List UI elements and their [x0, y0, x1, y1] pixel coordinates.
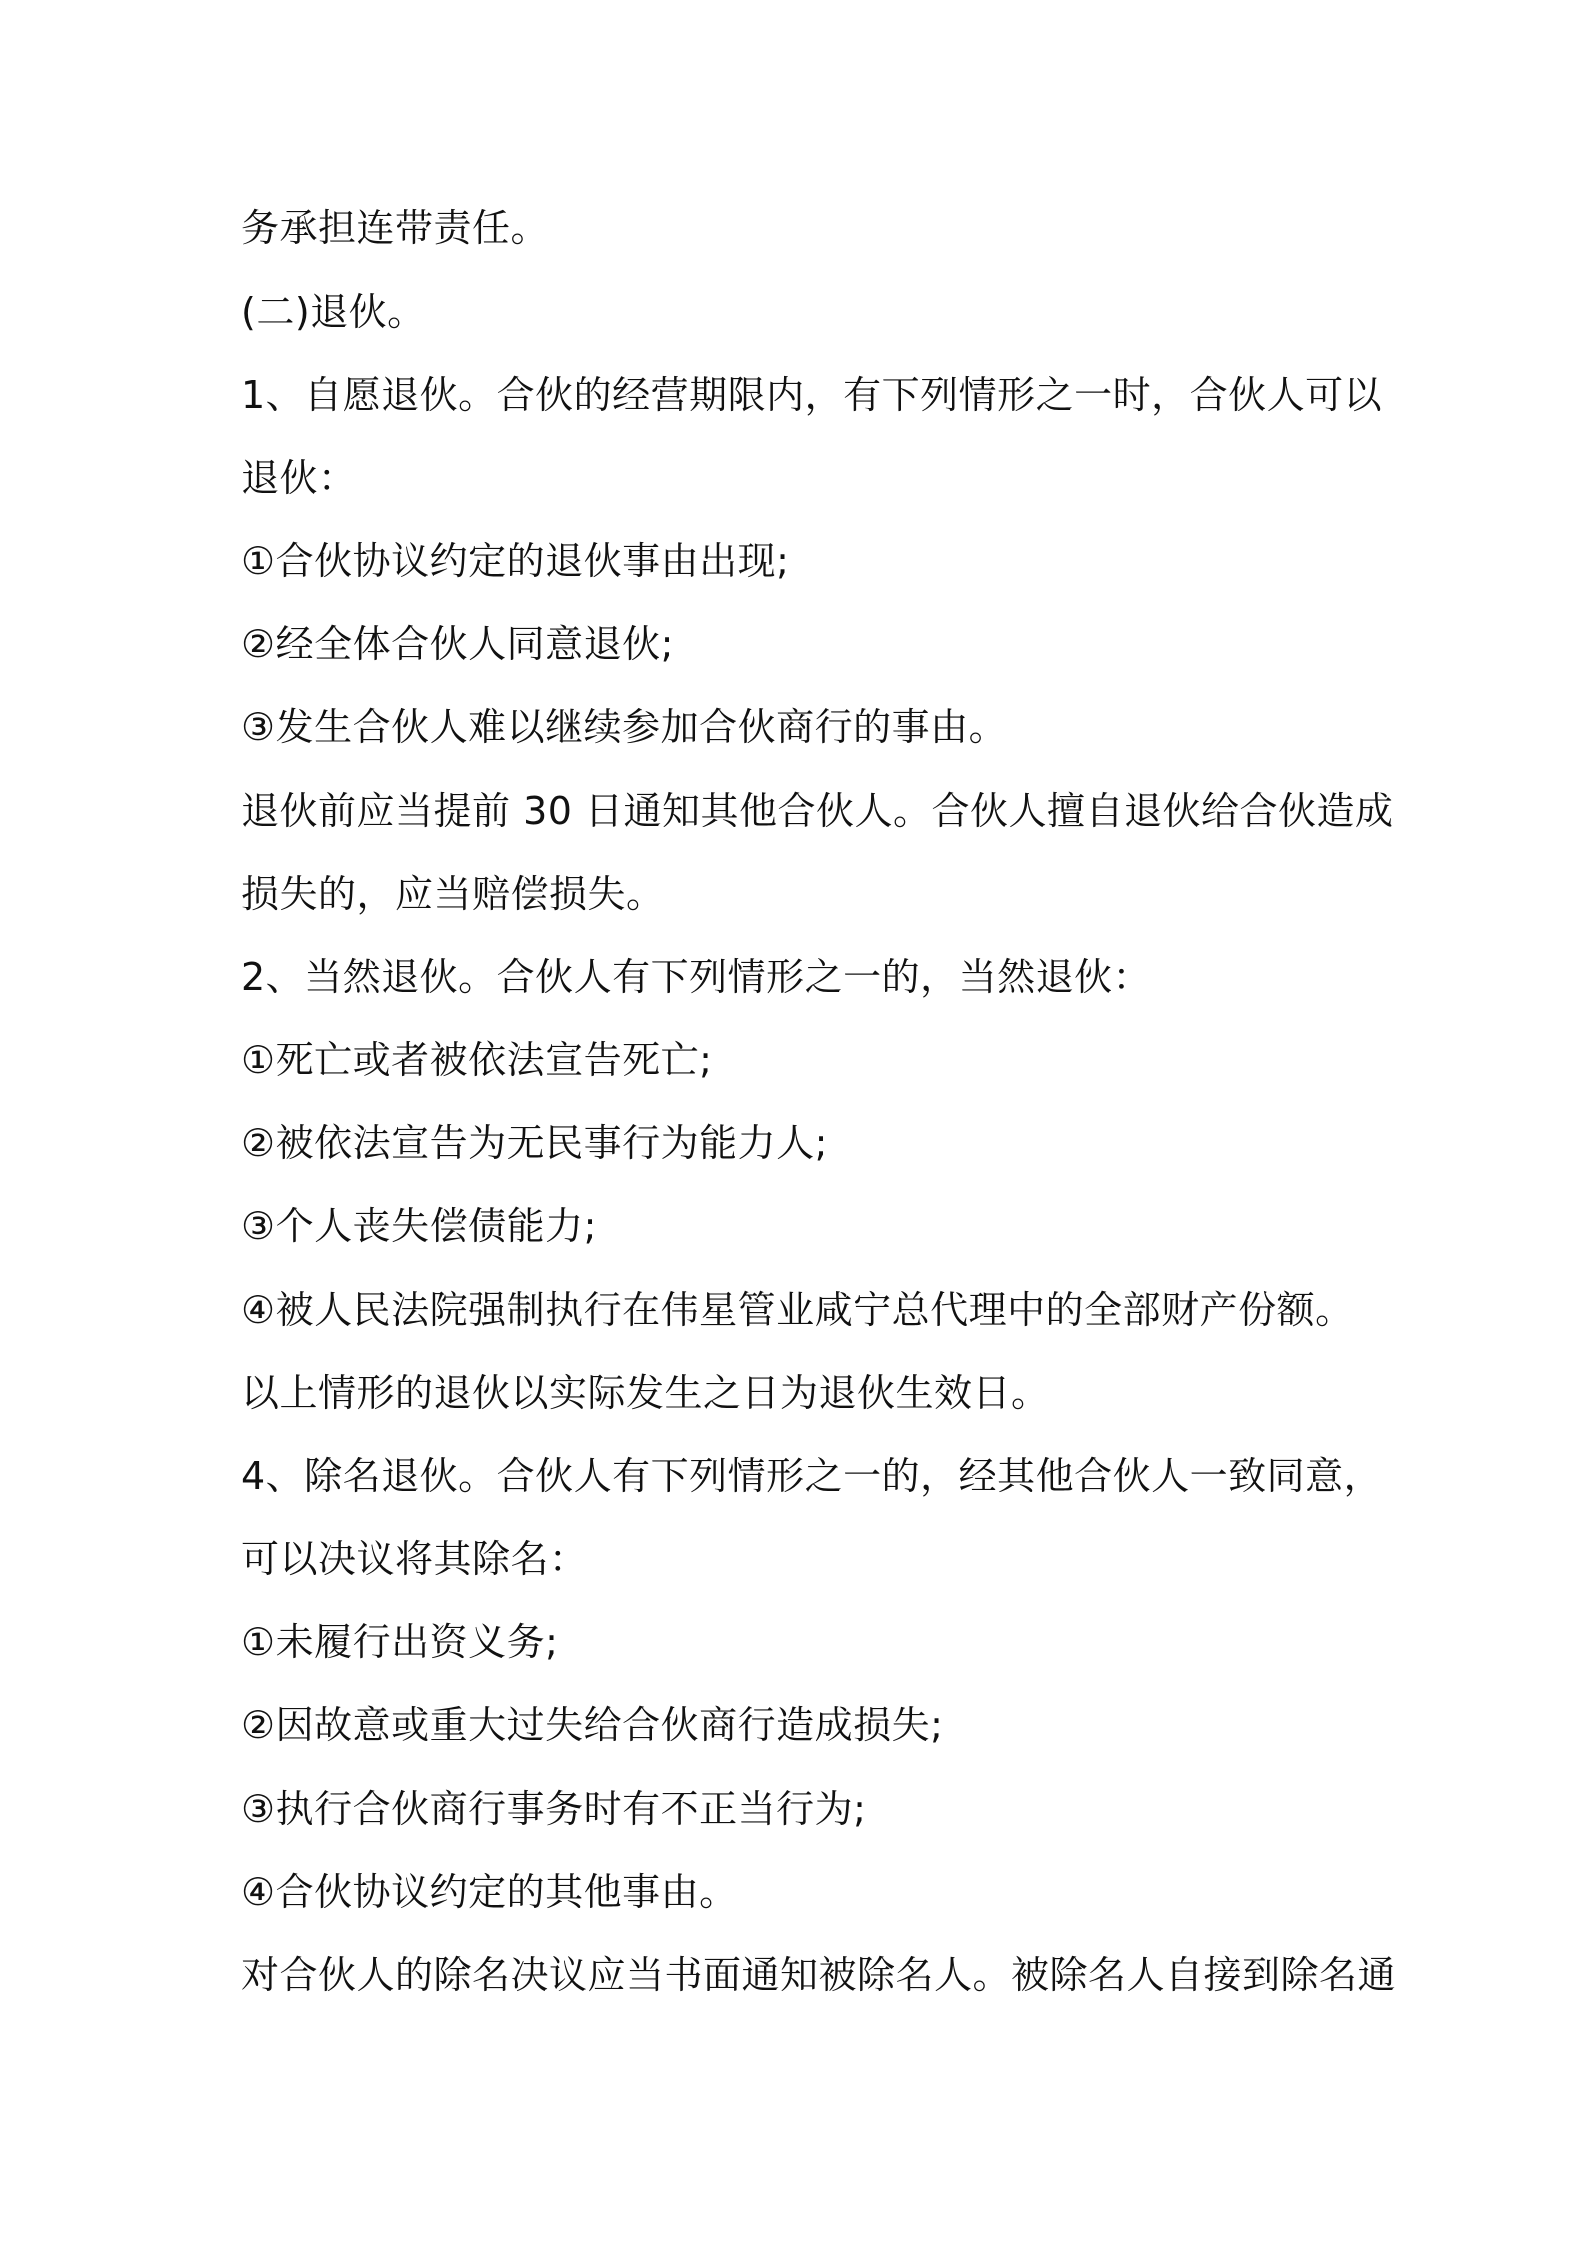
list-item: ③发生合伙人难以继续参加合伙商行的事由。 — [241, 705, 1008, 749]
list-item: ③执行合伙商行事务时有不正当行为; — [241, 1787, 867, 1831]
list-item: ②因故意或重大过失给合伙商行造成损失; — [241, 1703, 944, 1747]
section-heading: (二)退伙。 — [241, 290, 426, 334]
paragraph-line: 对合伙人的除名决议应当书面通知被除名人。被除名人自接到除名通 — [241, 1953, 1397, 1997]
list-item: ①死亡或者被依法宣告死亡; — [241, 1038, 713, 1082]
paragraph-line: 4、除名退伙。合伙人有下列情形之一的，经其他合伙人一致同意， — [241, 1454, 1383, 1498]
paragraph-line: 退伙： — [241, 456, 357, 500]
list-item: ④合伙协议约定的其他事由。 — [241, 1870, 738, 1914]
paragraph-line: 1、自愿退伙。合伙的经营期限内，有下列情形之一时，合伙人可以 — [241, 373, 1383, 417]
paragraph-line: 退伙前应当提前 30 日通知其他合伙人。合伙人擅自退伙给合伙造成 — [241, 789, 1394, 833]
paragraph-line: 损失的，应当赔偿损失。 — [241, 872, 665, 916]
list-item: ①未履行出资义务; — [241, 1620, 559, 1664]
paragraph-line: 2、当然退伙。合伙人有下列情形之一的，当然退伙： — [241, 955, 1152, 999]
list-item: ①合伙协议约定的退伙事由出现; — [241, 539, 790, 583]
list-item: ③个人丧失偿债能力; — [241, 1204, 597, 1248]
paragraph-line: 以上情形的退伙以实际发生之日为退伙生效日。 — [241, 1371, 1050, 1415]
paragraph-line: 可以决议将其除名： — [241, 1537, 588, 1581]
list-item: ②经全体合伙人同意退伙; — [241, 622, 674, 666]
paragraph-line: 务承担连带责任。 — [241, 206, 550, 250]
list-item: ②被依法宣告为无民事行为能力人; — [241, 1121, 828, 1165]
list-item: ④被人民法院强制执行在伟星管业咸宁总代理中的全部财产份额。 — [241, 1288, 1354, 1332]
